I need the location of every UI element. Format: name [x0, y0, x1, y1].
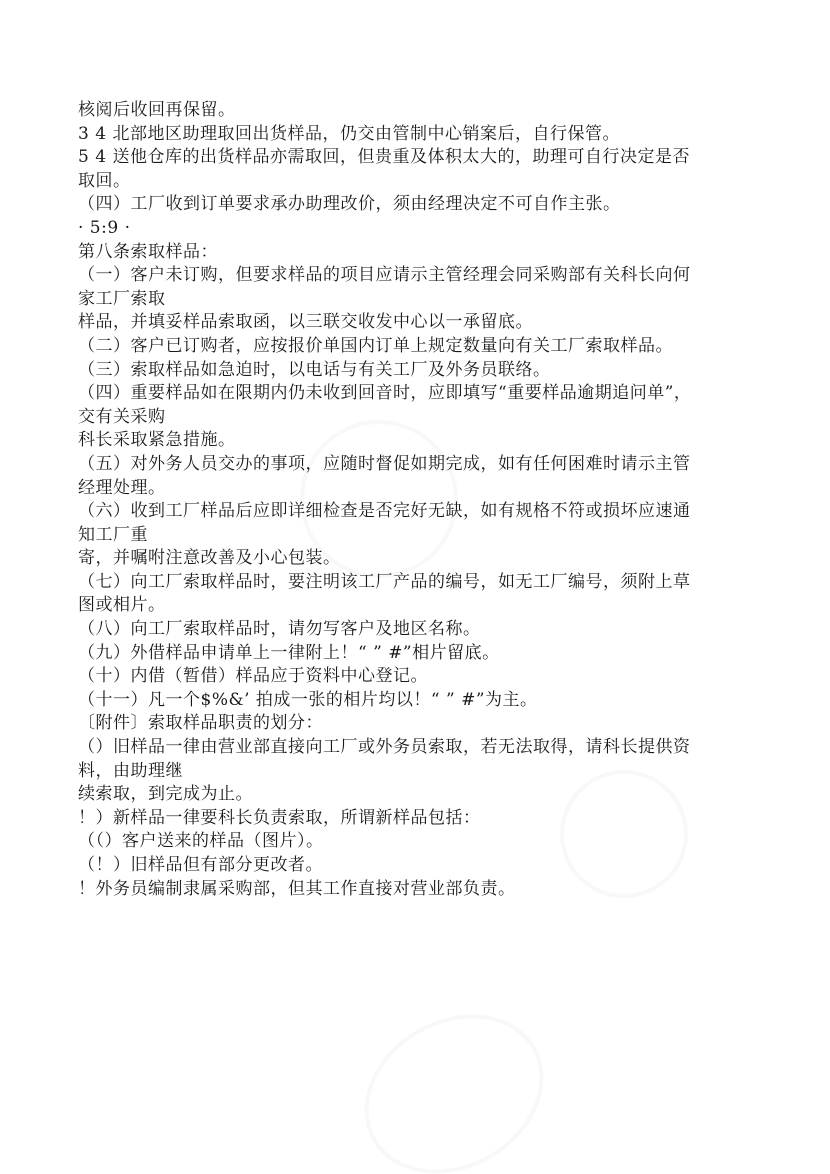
text-line: （九）外借样品申请单上一律附上！“ ” #”相片留底。: [78, 642, 500, 663]
text-line: 家工厂索取: [78, 288, 166, 309]
text-line: 科长采取紧急措施。: [78, 430, 236, 451]
text-line: （十）内借（暂借）样品应于资料中心登记。: [78, 666, 428, 687]
text-line: ！外务员编制隶属采购部，但其工作直接对营业部负责。: [78, 878, 516, 899]
text-line: （二）客户已订购者，应按报价单国内订单上规定数量向有关工厂索取样品。: [78, 335, 673, 356]
watermark-stamp: [336, 983, 573, 1174]
text-line: 经理处理。: [78, 477, 166, 498]
text-line: 交有关采购: [78, 406, 166, 427]
text-line: （四）工厂收到订单要求承办助理改价，须由经理决定不可自作主张。: [78, 194, 621, 215]
section-heading: 第八条索取样品：: [78, 241, 218, 262]
text-line: 样品，并填妥样品索取函，以三联交收发中心以一承留底。: [78, 312, 533, 333]
text-line: 知工厂重: [78, 524, 148, 545]
text-line: （一）客户未订购，但要求样品的项目应请示主管经理会同采购部有关科长向何: [78, 265, 691, 286]
text-line: （三）索取样品如急迫时，以电话与有关工厂及外务员联络。: [78, 359, 551, 380]
section-heading: 〔附件〕索取样品职责的划分：: [78, 713, 323, 734]
text-line: （五）对外务人员交办的事项，应随时督促如期完成，如有任何困难时请示主管: [78, 453, 691, 474]
text-line: （四）重要样品如在限期内仍未收到回音时，应即填写“重要样品逾期追问单”，: [78, 383, 692, 404]
text-line: 5 4 送他仓库的出货样品亦需取回，但贵重及体积太大的，助理可自行决定是否: [78, 147, 690, 168]
text-line: （）旧样品一律由营业部直接向工厂或外务员索取，若无法取得，请科长提供资: [78, 737, 691, 758]
text-line: 核阅后收回再保留。: [78, 100, 236, 120]
text-line: 寄，并嘱咐注意改善及小心包装。: [78, 548, 341, 569]
page-number: · 5:9 ·: [78, 217, 131, 238]
text-line: 取回。: [78, 170, 131, 191]
text-line: 图或相片。: [78, 595, 166, 616]
text-line: （（）客户送来的样品（图片）。: [78, 831, 324, 852]
text-line: 3 4 北部地区助理取回出货样品，仍交由管制中心销案后，自行保管。: [78, 123, 620, 144]
text-line: （八）向工厂索取样品时，请勿写客户及地区名称。: [78, 619, 481, 640]
text-line: （七）向工厂索取样品时，要注明该工厂产品的编号，如无工厂编号，须附上草: [78, 571, 691, 592]
text-line: ！）新样品一律要科长负责索取，所谓新样品包括：: [78, 807, 481, 828]
text-line: 料，由助理继: [78, 760, 183, 781]
text-line: （！）旧样品但有部分更改者。: [78, 855, 323, 875]
document-body: [78, 99, 778, 901]
text-line: 续索取，到完成为止。: [78, 784, 253, 805]
text-line: （十一）凡一个$%&’ 拍成一张的相片均以！“ ” #”为主。: [78, 689, 538, 710]
text-line: （六）收到工厂样品后应即详细检查是否完好无缺，如有规格不符或损坏应速通: [78, 501, 691, 522]
